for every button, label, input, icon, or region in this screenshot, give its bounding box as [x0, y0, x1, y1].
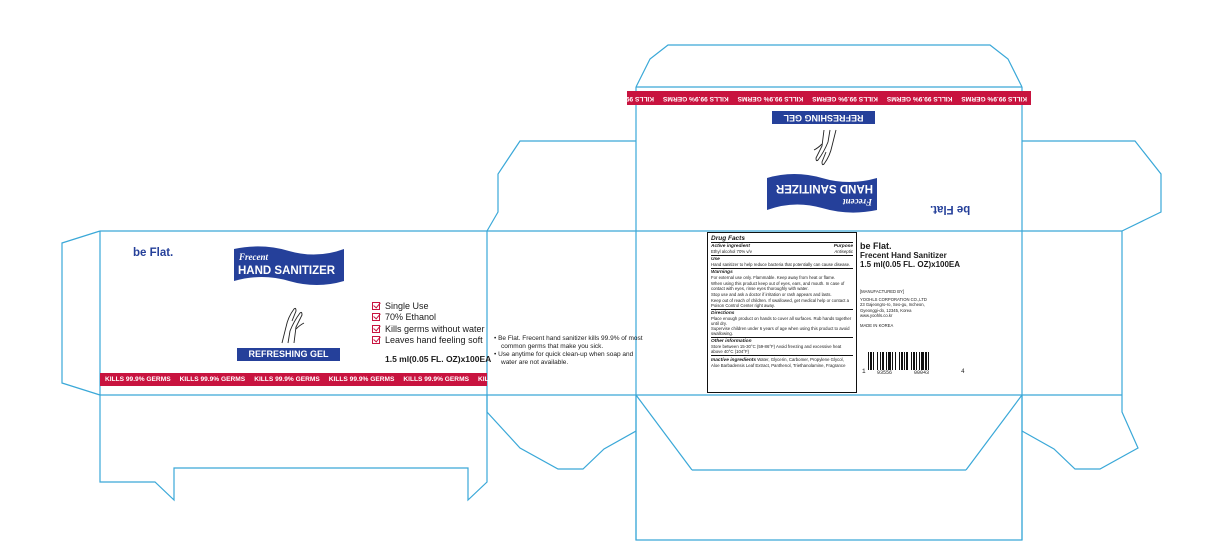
top-brand-logo: be Flat. — [930, 203, 971, 215]
feature-item: Leaves hand feeling soft — [372, 335, 485, 347]
front-kills-germs-stripe: KILLS 99.9% GERMS KILLS 99.9% GERMS KILLS 99.9% GERMS KILLS 99.9% GERMS KILLS 99.9% GERMS KILLS 99.9% GERMS — [100, 373, 487, 386]
barcode-bar — [873, 352, 874, 370]
barcode-bar — [919, 352, 920, 370]
front-quantity: 1.5 ml(0.05 FL. OZ)x100EA — [385, 354, 492, 364]
top-product-logo — [765, 172, 879, 214]
top-hand-illustration — [810, 128, 844, 168]
feature-list — [372, 300, 485, 346]
feature-item: 70% Ethanol — [372, 312, 485, 324]
barcode-bar — [906, 352, 908, 370]
barcode-bar — [925, 352, 927, 370]
feature-item: Single Use — [372, 300, 485, 312]
barcode-bar — [901, 352, 903, 370]
side-description-list — [494, 335, 644, 367]
other-info-section: Other information Store between 15-30°C (59-86°F) Avoid freezing and excessive heat above 40°C (104°F) — [711, 338, 853, 356]
barcode-bar — [882, 352, 884, 370]
barcode-group2: 00043 — [914, 370, 930, 376]
logo-frecent: Frecent — [843, 197, 872, 207]
barcode-bar — [877, 352, 878, 370]
checkbox-icon — [372, 313, 380, 321]
top-refreshing-gel-banner: REFRESHING GEL — [772, 111, 875, 124]
barcode-bar — [921, 352, 924, 370]
barcode-bar — [913, 352, 915, 370]
barcode-bar — [868, 352, 869, 370]
barcode-bar — [886, 352, 887, 370]
barcode-bar — [888, 352, 891, 370]
feature-item: Kills germs without water — [372, 323, 485, 335]
refreshing-gel-banner: REFRESHING GEL — [237, 348, 340, 361]
hand-illustration — [274, 305, 308, 345]
use-section: Use Hand sanitizer to help reduce bacteria that potentially can cause disease. — [711, 256, 853, 269]
barcode-bar — [880, 352, 881, 370]
drug-facts-title: Drug Facts — [711, 235, 853, 243]
barcode-bar — [904, 352, 905, 370]
logo-hand-sanitizer: HAND SANITIZER — [238, 265, 336, 277]
barcode-first-digit: 1 — [862, 368, 866, 375]
barcode-bar — [928, 352, 929, 370]
drug-facts-panel — [707, 232, 857, 393]
barcode-bar — [870, 352, 872, 370]
checkbox-icon — [372, 302, 380, 310]
barcode-last-digit: 4 — [961, 368, 965, 375]
back-brand: be Flat. — [860, 241, 892, 251]
warnings-section: Warnings For external use only. Flammable. Keep away from heat or flame. When using this product keep out of eyes, ears, and mouth. In case of contact with eyes, rinse eyes thoroughly with water. Stop use and ask a doctor if irritation or rash appears and lasts. Keep out of reach of children. If swallowed, get medical help or contact a Poison Control Center right away. — [711, 269, 853, 310]
side-bullet: • Be Flat. Frecent hand sanitizer kills 99.9% of most common germs that make you sick. — [494, 335, 644, 350]
directions-section: Directions Place enough product on hands to cover all surfaces. Rub hands together until dry. Supervise children under 6 years of age when using this product to avoid swallowing. — [711, 311, 852, 336]
side-bullet: • Use anytime for quick clean-up when soap and water are not available. — [494, 351, 644, 366]
barcode-bar — [895, 352, 896, 370]
front-brand-logo: be Flat. — [133, 247, 174, 259]
barcode-bar — [899, 352, 900, 370]
barcode-bar — [911, 352, 912, 370]
back-product-name: Frecent Hand Sanitizer — [860, 251, 947, 260]
active-ingredient-section: Active ingredient Purpose Ethyl alcohol 70% v/v Antiseptic — [711, 244, 853, 254]
logo-frecent: Frecent — [239, 252, 268, 262]
barcode-group1: 93556 — [877, 370, 893, 376]
barcode-graphic — [868, 352, 958, 370]
barcode-bar — [892, 352, 893, 370]
checkbox-icon — [372, 336, 380, 344]
back-quantity: 1.5 ml(0.05 FL. OZ)x100EA — [860, 260, 961, 269]
top-kills-germs-stripe: KILLS 99.9% GERMSKILLS 99.9% GERMSKILLS 99.9% GERMSKILLS 99.9% GERMSKILLS 99.9% GERMSKILLS 99.9% GERMS — [627, 91, 1031, 105]
front-product-logo — [232, 245, 346, 287]
checkbox-icon — [372, 325, 380, 333]
inactive-section: Inactive ingredients Water, Glycerin, Carbomer, Propylene Glycol, Aloe Barbadensis Leaf Extract, Panthenol, Triethanolamine, Fragrance — [711, 357, 846, 368]
logo-hand-sanitizer: HAND SANITIZER — [775, 182, 873, 194]
manufacturer-info: [MANUFACTURED BY] YOOHLS CORPORATION CO.,LTD 23 Gajeongro-ro, Seo-gu, Incheon, Gyeonggi-do, 12345, Korea www.yoohls.co.kr MADE IN KOREA — [860, 289, 927, 328]
barcode-bar — [916, 352, 917, 370]
